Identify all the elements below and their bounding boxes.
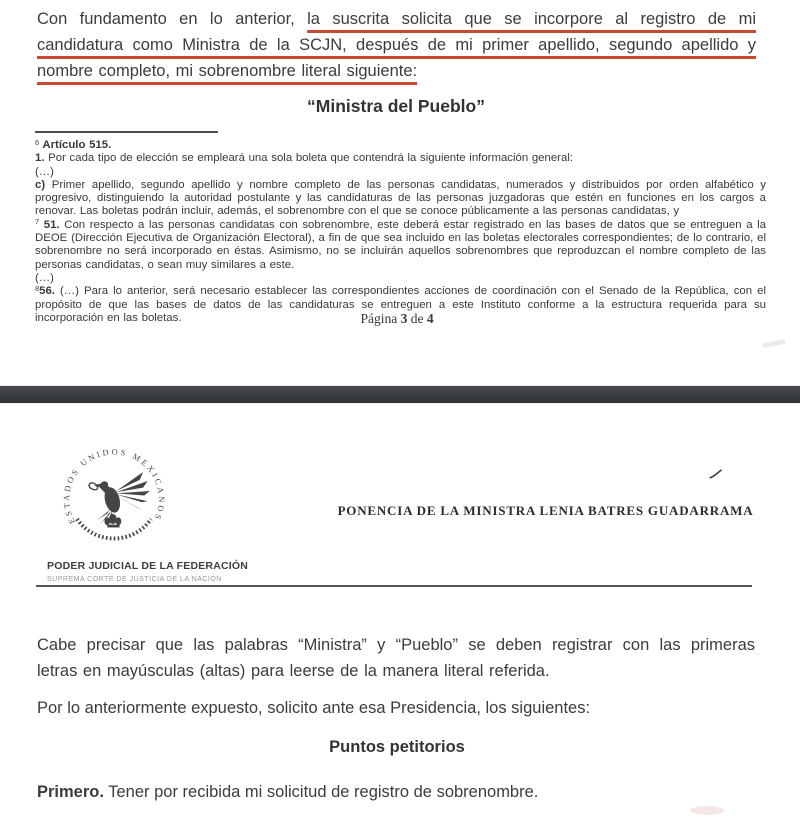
footnote-item: [35, 139, 766, 152]
svg-text:ESTADOS UNIDOS MEXICANOS: [62, 447, 166, 525]
text-line: [37, 633, 755, 659]
petitorios-heading: Puntos petitorios: [329, 738, 465, 756]
text-segment: de: [407, 311, 427, 326]
text-segment: c): [35, 178, 46, 191]
expuesto-paragraph: Por lo anteriormente expuesto, solicito ante esa Presidencia, los siguientes:: [37, 699, 591, 717]
nickname-heading: “Ministra del Pueblo”: [307, 96, 485, 116]
text-segment: Cabe precisar que las palabras “Ministra” y “Pueblo” se deben registrar con las primeras: [37, 636, 755, 654]
footnote-item: [35, 166, 766, 179]
letterhead-rule: [36, 585, 752, 587]
page-number: [0, 311, 794, 327]
cabe-paragraph: [37, 633, 755, 684]
text-segment: 56.: [39, 285, 55, 298]
text-segment: 3: [400, 311, 408, 326]
pen-mark-artifact: [708, 467, 724, 479]
footnote-item: [35, 219, 766, 272]
footnote-item: [35, 272, 766, 285]
ponencia-title: PONENCIA DE LA MINISTRA LENIA BATRES GUADARRAMA: [337, 503, 754, 518]
scan-artifact: [690, 806, 724, 815]
text-segment: Página: [360, 311, 401, 326]
national-seal: [58, 444, 170, 556]
text-segment: (…): [35, 271, 54, 284]
footnote-marker: 6: [35, 137, 40, 147]
text-segment: Por cada tipo de elección se empleará una sola boleta que contendrá la siguiente información general:: [44, 152, 574, 165]
text-segment: (…): [35, 165, 54, 178]
org-name-line2: SUPREMA CORTE DE JUSTICIA DE LA NACIÓN: [47, 576, 222, 583]
seal-circular-text: ESTADOS UNIDOS MEXICANOS: [62, 447, 166, 526]
text-segment: Artículo 515.: [39, 139, 112, 151]
text-segment: Con respecto a las personas candidatas con sobrenombre, este deberá estar registrado en las bases de datos que se entreguen a la DEOE (Dirección Ejecutiva de Organización Electoral), a fin de que sea incluido en las boletas electorales correspondientes; de lo contrario, el sobrenombre no será incorporado en éstas. Asimismo, no se incluirán aquellos sobrenombres que reproduzcan el nombre completo de las personas candidatas, o sean muy similares a este.: [35, 218, 767, 271]
text-segment: (…) Para lo anterior, será necesario establecer las correspondientes acciones de coordinación con el Senado de la República, con el propósito de que las bases de datos de las candidaturas se entreguen a este Instituto conforme a la estructura requerida para su incorporación en las boletas.: [35, 285, 766, 324]
org-name-line1: PODER JUDICIAL DE LA FEDERACIÓN: [47, 560, 249, 572]
footnote-separator: [35, 131, 218, 133]
text-segment: Primero.: [37, 783, 104, 801]
scan-artifact: [762, 339, 787, 348]
text-segment: letras en mayúsculas (altas) para leerse de la manera literal referida.: [37, 661, 550, 680]
text-line: [37, 32, 756, 58]
text-segment: 4: [426, 311, 434, 326]
primero-paragraph: [37, 783, 755, 802]
footnote-item: [35, 152, 766, 165]
text-segment: Primer apellido, segundo apellido y nombre completo de las personas candidatas, numerados y distribuidos por orden alfabético y progresivo, distinguiendo la autoridad postulante y las candidaturas de las personas juzgadoras que estén en funciones en los cargos a renovar. Las boletas podrán incluir, además, el sobrenombre con el que se conoce públicamente a las personas candidatas, y: [35, 178, 766, 218]
footnote-marker: 8: [35, 283, 40, 293]
text-segment: Tener por recibida mi solicitud de registro de sobrenombre.: [103, 783, 539, 801]
eagle-icon: [58, 444, 170, 556]
page-break-band: [0, 385, 800, 404]
footnote-marker: 7: [35, 217, 40, 227]
text-segment: Con fundamento en lo anterior,: [37, 10, 308, 28]
text-line: [37, 659, 755, 685]
text-segment: 51.: [39, 218, 60, 231]
underline-annotation: candidatura como Ministra de la SCJN, después de mi primer apellido, segundo apellido y: [37, 36, 756, 54]
footnote-item: [35, 179, 766, 219]
text-line: [37, 6, 756, 32]
underline-annotation: la suscrita solicita que se incorpore al registro de mi: [307, 10, 756, 28]
text-segment: 1.: [35, 152, 45, 165]
text-line: [37, 58, 756, 84]
underline-annotation: nombre completo, mi sobrenombre literal siguiente:: [37, 62, 418, 80]
footnotes: [35, 139, 766, 325]
intro-paragraph: [37, 6, 756, 84]
